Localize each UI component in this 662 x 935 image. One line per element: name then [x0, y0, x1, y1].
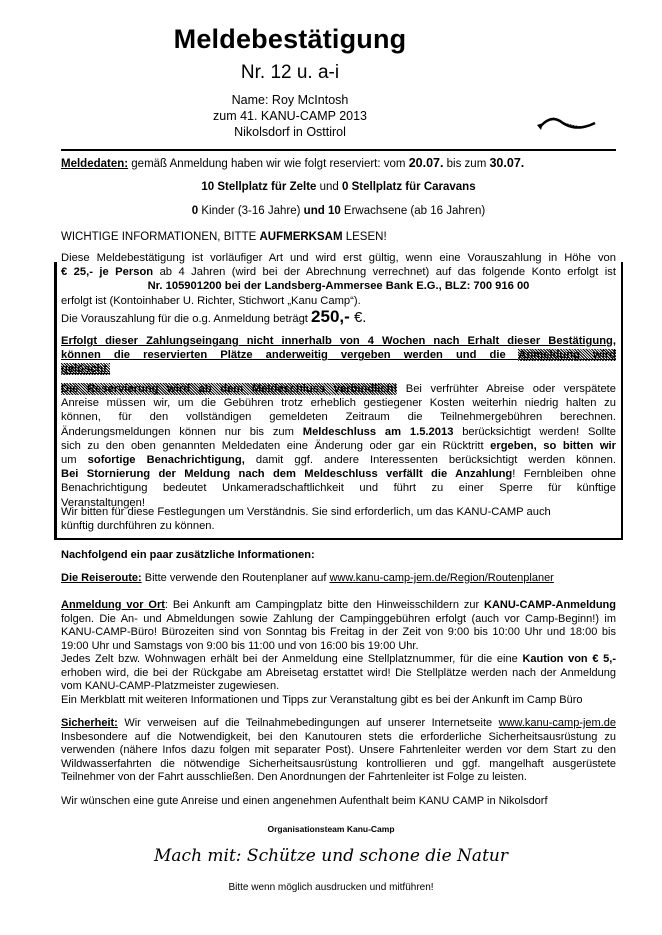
- reservation-line-8b: Unkameradschaftlichkeit und führt zu einer Sperre für künftige: [222, 482, 616, 495]
- arrival-line-6: erhoben wird, die bei der Rückgabe am Abreisetag erstattet wird! Die Stellplätze werden nach der Anmeldung: [61, 666, 616, 679]
- places-line: [61, 180, 616, 194]
- deposit-line-2: [61, 265, 616, 279]
- date-from: 20.07.: [408, 156, 444, 170]
- children-label: Kinder (3-16 Jahre): [198, 205, 301, 217]
- persons-and: und: [300, 205, 328, 217]
- places-and: und: [316, 181, 343, 193]
- reservation-line-6b: sofortige Benachrichtigung,: [87, 454, 245, 467]
- participant-name: Name: Roy McIntosh: [231, 93, 349, 107]
- reservation-line-7: [61, 467, 616, 481]
- reservation-line-3: können, für den vollständigen gemeldeten Zeitraum die Teilnehmergebühren berechnen.: [61, 411, 616, 424]
- additional-heading: [61, 548, 616, 562]
- important-c: LESEN!: [342, 231, 387, 243]
- deadline: Meldeschluss am 1.5.2013: [302, 425, 454, 438]
- arrival-line-3: KANU-CAMP-Büro! Bürozeiten sind von Sonntag bis Freitag in der Zeit von 9:00 bis 10:00 Uhr und 18:00 bis: [61, 626, 616, 638]
- account-holder-line: erfolgt ist (Kontoinhaber U. Richter, Stichwort „Kanu Camp“).: [61, 294, 361, 307]
- safety-line-2: Insbesondere auf die Notwendigkeit, bei den Kanutouren stets die erforderliche Sicherheitsausrüstung zu: [61, 730, 616, 743]
- warning-line-3: gelöscht.: [61, 363, 111, 376]
- website-link[interactable]: www.kanu-camp-jem.de: [498, 717, 616, 729]
- safety-label: Sicherheit:: [61, 717, 118, 729]
- deposit-amount: 250,-: [311, 307, 350, 326]
- reservation-line-2: Anreise müssen wir, um die Gebühren trotz erheblich gestiegener Kosten weiterhin niedrig halten zu: [61, 397, 616, 410]
- reservation-line-4c: berücksichtigt werden! Sollte: [453, 425, 616, 438]
- reservation-line-9: Veranstaltungen!: [61, 496, 145, 509]
- amount-currency: €.: [349, 309, 367, 326]
- arrival-line-2: folgen. Die An- und Abmeldungen sowie Zahlung der Campinggebühren erfolgt (auch vor Camp-Beginn!) im: [61, 612, 616, 625]
- arrival-label: Anmeldung vor Ort: [61, 599, 165, 611]
- arrival-line-1-text: : Bei Ankunft am Campingplatz bitte den Hinweisschildern zur: [164, 599, 485, 611]
- reservation-line-6c: damit ggf. andere Interessenten berücksichtigt werden können.: [244, 454, 616, 467]
- warning-line-2a: können die reservierten Plätze anderweitig vergeben werden und die: [61, 349, 519, 362]
- arrival-line-4: 19:00 Uhr und Samstags von 9:00 bis 11:00 und von 16:00 bis 19:00 Uhr.: [61, 639, 419, 652]
- reservation-line-8: [61, 481, 616, 495]
- safety-paragraph: [61, 717, 616, 785]
- understanding-line-1: Wir bitten für diese Festlegungen um Verständnis. Sie sind erforderlich, um das KANU-CAMP auch: [61, 506, 551, 518]
- additional-heading-text: Nachfolgend ein paar zusätzliche Informationen:: [61, 549, 315, 561]
- arrival-line-1-bold: KANU-CAMP-Anmeldung: [484, 599, 616, 611]
- date-to-text: bis zum: [443, 158, 490, 170]
- confirmation-number: Nr. 12 u. a-i: [240, 62, 340, 83]
- deposit-line-1: Diese Meldebestätigung ist vorläufiger Art und wird erst gültig, wenn eine Vorauszahlung in Höhe von: [61, 252, 616, 264]
- location-line: Nikolsdorf in Osttirol: [234, 125, 346, 139]
- warning-line-1: Erfolgt dieser Zahlungseingang nicht innerhalb von 4 Wochen nach Erhalt dieser Bestätigung,: [61, 335, 616, 347]
- caravans-label: Stellplatz für Caravans: [348, 181, 476, 193]
- booking-dates-line: [61, 156, 616, 171]
- route-planner-link[interactable]: www.kanu-camp-jem.de/Region/Routenplaner: [329, 572, 554, 584]
- understanding-paragraph: [61, 505, 616, 533]
- safety-line-4: Wildwasserfahrten die nötwendige Sicherheitsausrüstung kontrollieren und ggf. mangelhaft ausgerüstete: [61, 757, 616, 770]
- reservation-line-7a: Bei Stornierung der Meldung nach dem Meldeschluss verfällt die Anzahlung: [61, 468, 513, 481]
- important-b: AUFMERKSAM: [259, 231, 343, 243]
- reservation-line-5a: sich zu den oben genannten Meldedaten eine Änderung oder gar ein Rücktritt: [61, 439, 491, 452]
- booking-intro: gemäß Anmeldung haben wir wie folgt reserviert: vom: [128, 158, 409, 170]
- deposit-amount-line: [61, 307, 616, 326]
- arrival-line-5: [61, 653, 616, 667]
- payment-warning: [61, 334, 616, 377]
- arrival-line-8: Ein Merkblatt mit weiteren Informationen und Tipps zur Veranstaltung gibt es bei der Ankunft im Camp Büro: [61, 693, 583, 706]
- deposit-line-2-rest: ab 4 Jahren (wird bei der Abrechnung verrechnet) auf das folgende Konto erfolgt ist: [153, 266, 616, 279]
- route-text: Bitte verwende den Routenplaner auf: [141, 572, 330, 584]
- reservation-line-1: [61, 382, 616, 396]
- safety-line-5: Teilnehmer von der Fahrt ausschließen. Den Anordnungen der Fahrtenleiter ist Folge zu leisten.: [61, 771, 527, 783]
- warning-line-2b: Anmeldung wird: [518, 349, 616, 362]
- account-line: [61, 279, 616, 293]
- persons-line: [61, 204, 616, 218]
- reservation-line-4a: Änderungsmeldungen können nur bis zum: [61, 425, 303, 438]
- safety-line-1-text: Wir verweisen auf die Teilnahmebedingungen auf unserer Internetseite: [117, 717, 499, 729]
- understanding-line-2: künftig durchführen zu können.: [61, 520, 215, 533]
- canoe-logo-icon: [525, 105, 605, 135]
- safety-line-3: verwenden (nähere Infos dazu folgen mit separater Post). Unsere Fahrtenleiter werden vor dem Start zu den: [61, 744, 616, 756]
- adults-label: Erwachsene (ab 16 Jahren): [340, 205, 486, 217]
- reservation-binding: Die Reservierung wird ab dem Meldeschluss verbindlich!: [61, 383, 398, 395]
- tents-label: Stellplatz für Zelte: [214, 181, 317, 193]
- adults-count: 10: [327, 205, 341, 217]
- deposit-per-person: € 25,- je Person: [61, 266, 154, 279]
- arrival-line-7: vom KANU-CAMP-Platzmeister zugewiesen.: [61, 680, 280, 692]
- warning-line-2: [61, 348, 616, 362]
- event-line: zum 41. KANU-CAMP 2013: [213, 109, 367, 123]
- reservation-line-1-rest: Bei verfrühter Abreise oder verspätete: [397, 383, 617, 395]
- bank-details: bei der Landsberg-Ammersee Bank E.G., BLZ: 700 916 00: [221, 280, 530, 293]
- reservation-line-4: [61, 425, 616, 439]
- slogan: Mach mit: Schütze und schone die Natur: [154, 846, 508, 866]
- date-to: 30.07.: [489, 156, 525, 170]
- deposit-paragraph: [61, 251, 616, 308]
- reservation-line-6a: um: [61, 454, 88, 467]
- reservation-line-7b: ! Fernbleiben ohne: [512, 468, 617, 481]
- booking-label: Meldedaten:: [61, 158, 129, 170]
- route-line: [61, 572, 616, 586]
- reservation-line-5: [61, 439, 616, 453]
- team-signature: Organisationsteam Kanu-Camp: [267, 824, 395, 834]
- caravans-count: 0: [342, 181, 349, 193]
- footer-note: Bitte wenn möglich ausdrucken und mitführen!: [228, 882, 434, 893]
- header-divider: [61, 149, 616, 151]
- children-count: 0: [191, 205, 199, 217]
- route-label: Die Reiseroute:: [61, 572, 142, 584]
- arrival-line-1: [61, 599, 616, 613]
- reservation-line-6: [61, 453, 616, 467]
- safety-line-1: [61, 717, 616, 731]
- amount-text: Die Vorauszahlung für die o.g. Anmeldung beträgt: [61, 313, 312, 325]
- important-heading: [61, 230, 616, 244]
- wish-line: Wir wünschen eine gute Anreise und einen angenehmen Aufenthalt beim KANU CAMP in Nikolsdorf: [61, 795, 548, 807]
- reservation-paragraph: [61, 382, 616, 510]
- document-title: Meldebestätigung: [173, 24, 407, 54]
- account-number: Nr. 105901200: [147, 280, 222, 293]
- arrival-line-5a: Jedes Zelt bzw. Wohnwagen erhält bei der Anmeldung eine Stellplatznummer, für die eine: [61, 653, 523, 665]
- deposit-fee: Kaution von € 5,-: [522, 653, 616, 665]
- important-a: WICHTIGE INFORMATIONEN, BITTE: [61, 231, 260, 243]
- arrival-paragraph: [61, 599, 616, 707]
- reservation-line-8a: Benachrichtigung bedeutet: [61, 482, 223, 495]
- reservation-line-5b: ergeben, so bitten wir: [490, 439, 617, 452]
- tents-count: 10: [201, 181, 215, 193]
